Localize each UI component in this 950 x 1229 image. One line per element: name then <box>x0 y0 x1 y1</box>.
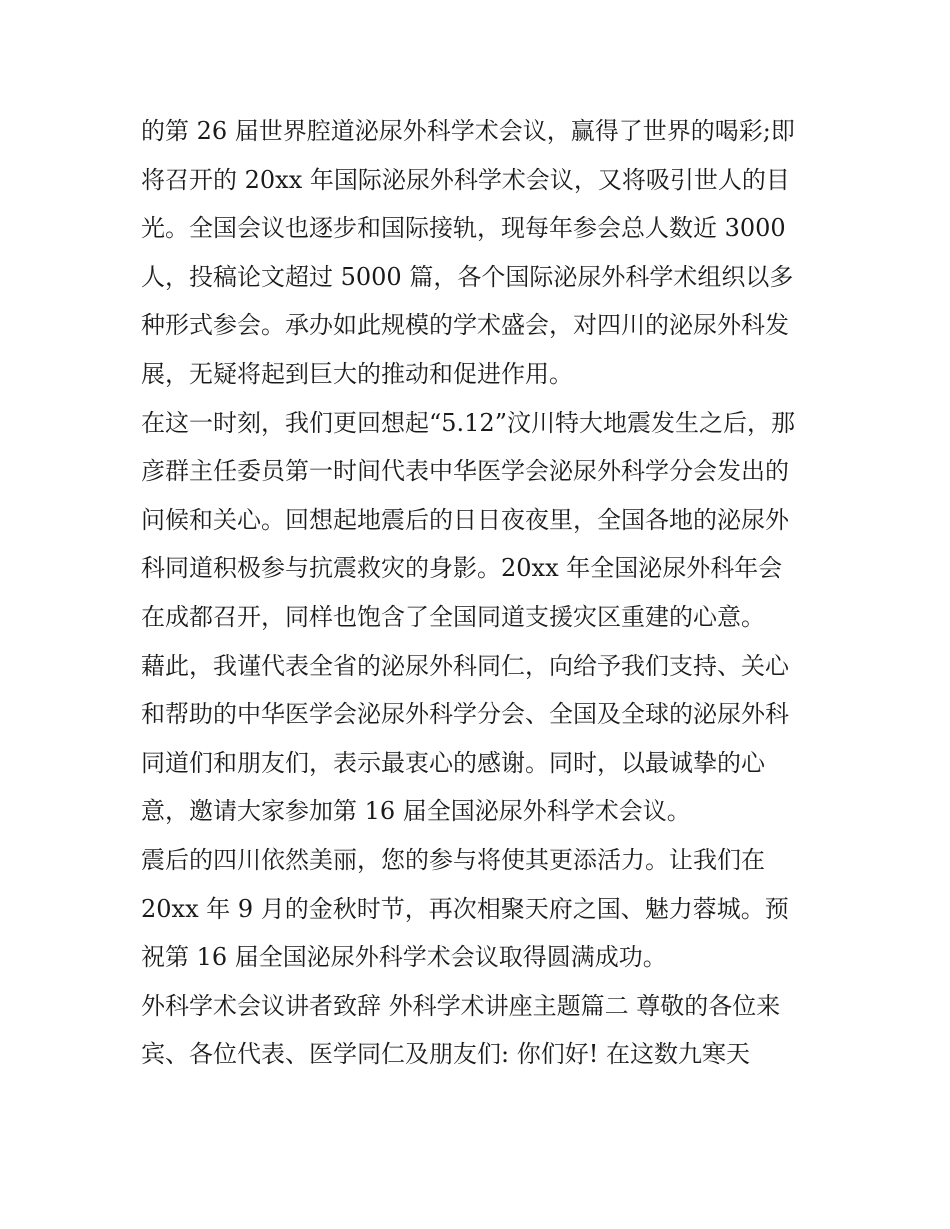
text-line: 科同道积极参与抗震救灾的身影。20xx 年全国泌尿外科年会 <box>141 554 783 583</box>
text-line: 意，邀请大家参加第 16 届全国泌尿外科学术会议。 <box>141 797 691 826</box>
text-line: 祝第 16 届全国泌尿外科学术会议取得圆满成功。 <box>141 943 667 972</box>
text-line: 人，投稿论文超过 5000 篇，各个国际泌尿外科学术组织以多 <box>141 262 794 291</box>
text-line: 藉此，我谨代表全省的泌尿外科同仁，向给予我们支持、关心 <box>141 651 789 680</box>
text-line: 在这一时刻，我们更回想起“5.12”汶川特大地震发生之后，那 <box>141 408 795 437</box>
text-line: 在成都召开，同样也饱含了全国同道支援灾区重建的心意。 <box>141 602 765 631</box>
text-line: 问候和关心。回想起地震后的日日夜夜里，全国各地的泌尿外 <box>141 505 789 534</box>
text-line: 展，无疑将起到巨大的推动和促进作用。 <box>141 359 573 388</box>
text-line: 同道们和朋友们，表示最衷心的感谢。同时，以最诚挚的心 <box>141 748 765 777</box>
text-line: 宾、各位代表、医学同仁及朋友们: 你们好! 在这数九寒天 <box>141 1040 750 1069</box>
text-line: 20xx 年 9 月的金秋时节，再次相聚天府之国、魅力蓉城。预 <box>141 894 789 923</box>
text-line: 种形式参会。承办如此规模的学术盛会，对四川的泌尿外科发 <box>141 311 789 340</box>
text-line: 震后的四川依然美丽，您的参与将使其更添活力。让我们在 <box>141 845 765 874</box>
text-line: 和帮助的中华医学会泌尿外科学分会、全国及全球的泌尿外科 <box>141 700 789 729</box>
document-body <box>141 107 821 1079</box>
text-line: 光。全国会议也逐步和国际接轨，现每年参会总人数近 3000 <box>141 214 786 243</box>
text-line: 外科学术会议讲者致辞 外科学术讲座主题篇二 尊敬的各位来 <box>141 991 781 1020</box>
text-line: 将召开的 20xx 年国际泌尿外科学术会议，又将吸引世人的目 <box>141 165 790 194</box>
text-line: 彦群主任委员第一时间代表中华医学会泌尿外科学分会发出的 <box>141 457 789 486</box>
text-line: 的第 26 届世界腔道泌尿外科学术会议，赢得了世界的喝彩;即 <box>141 117 795 145</box>
